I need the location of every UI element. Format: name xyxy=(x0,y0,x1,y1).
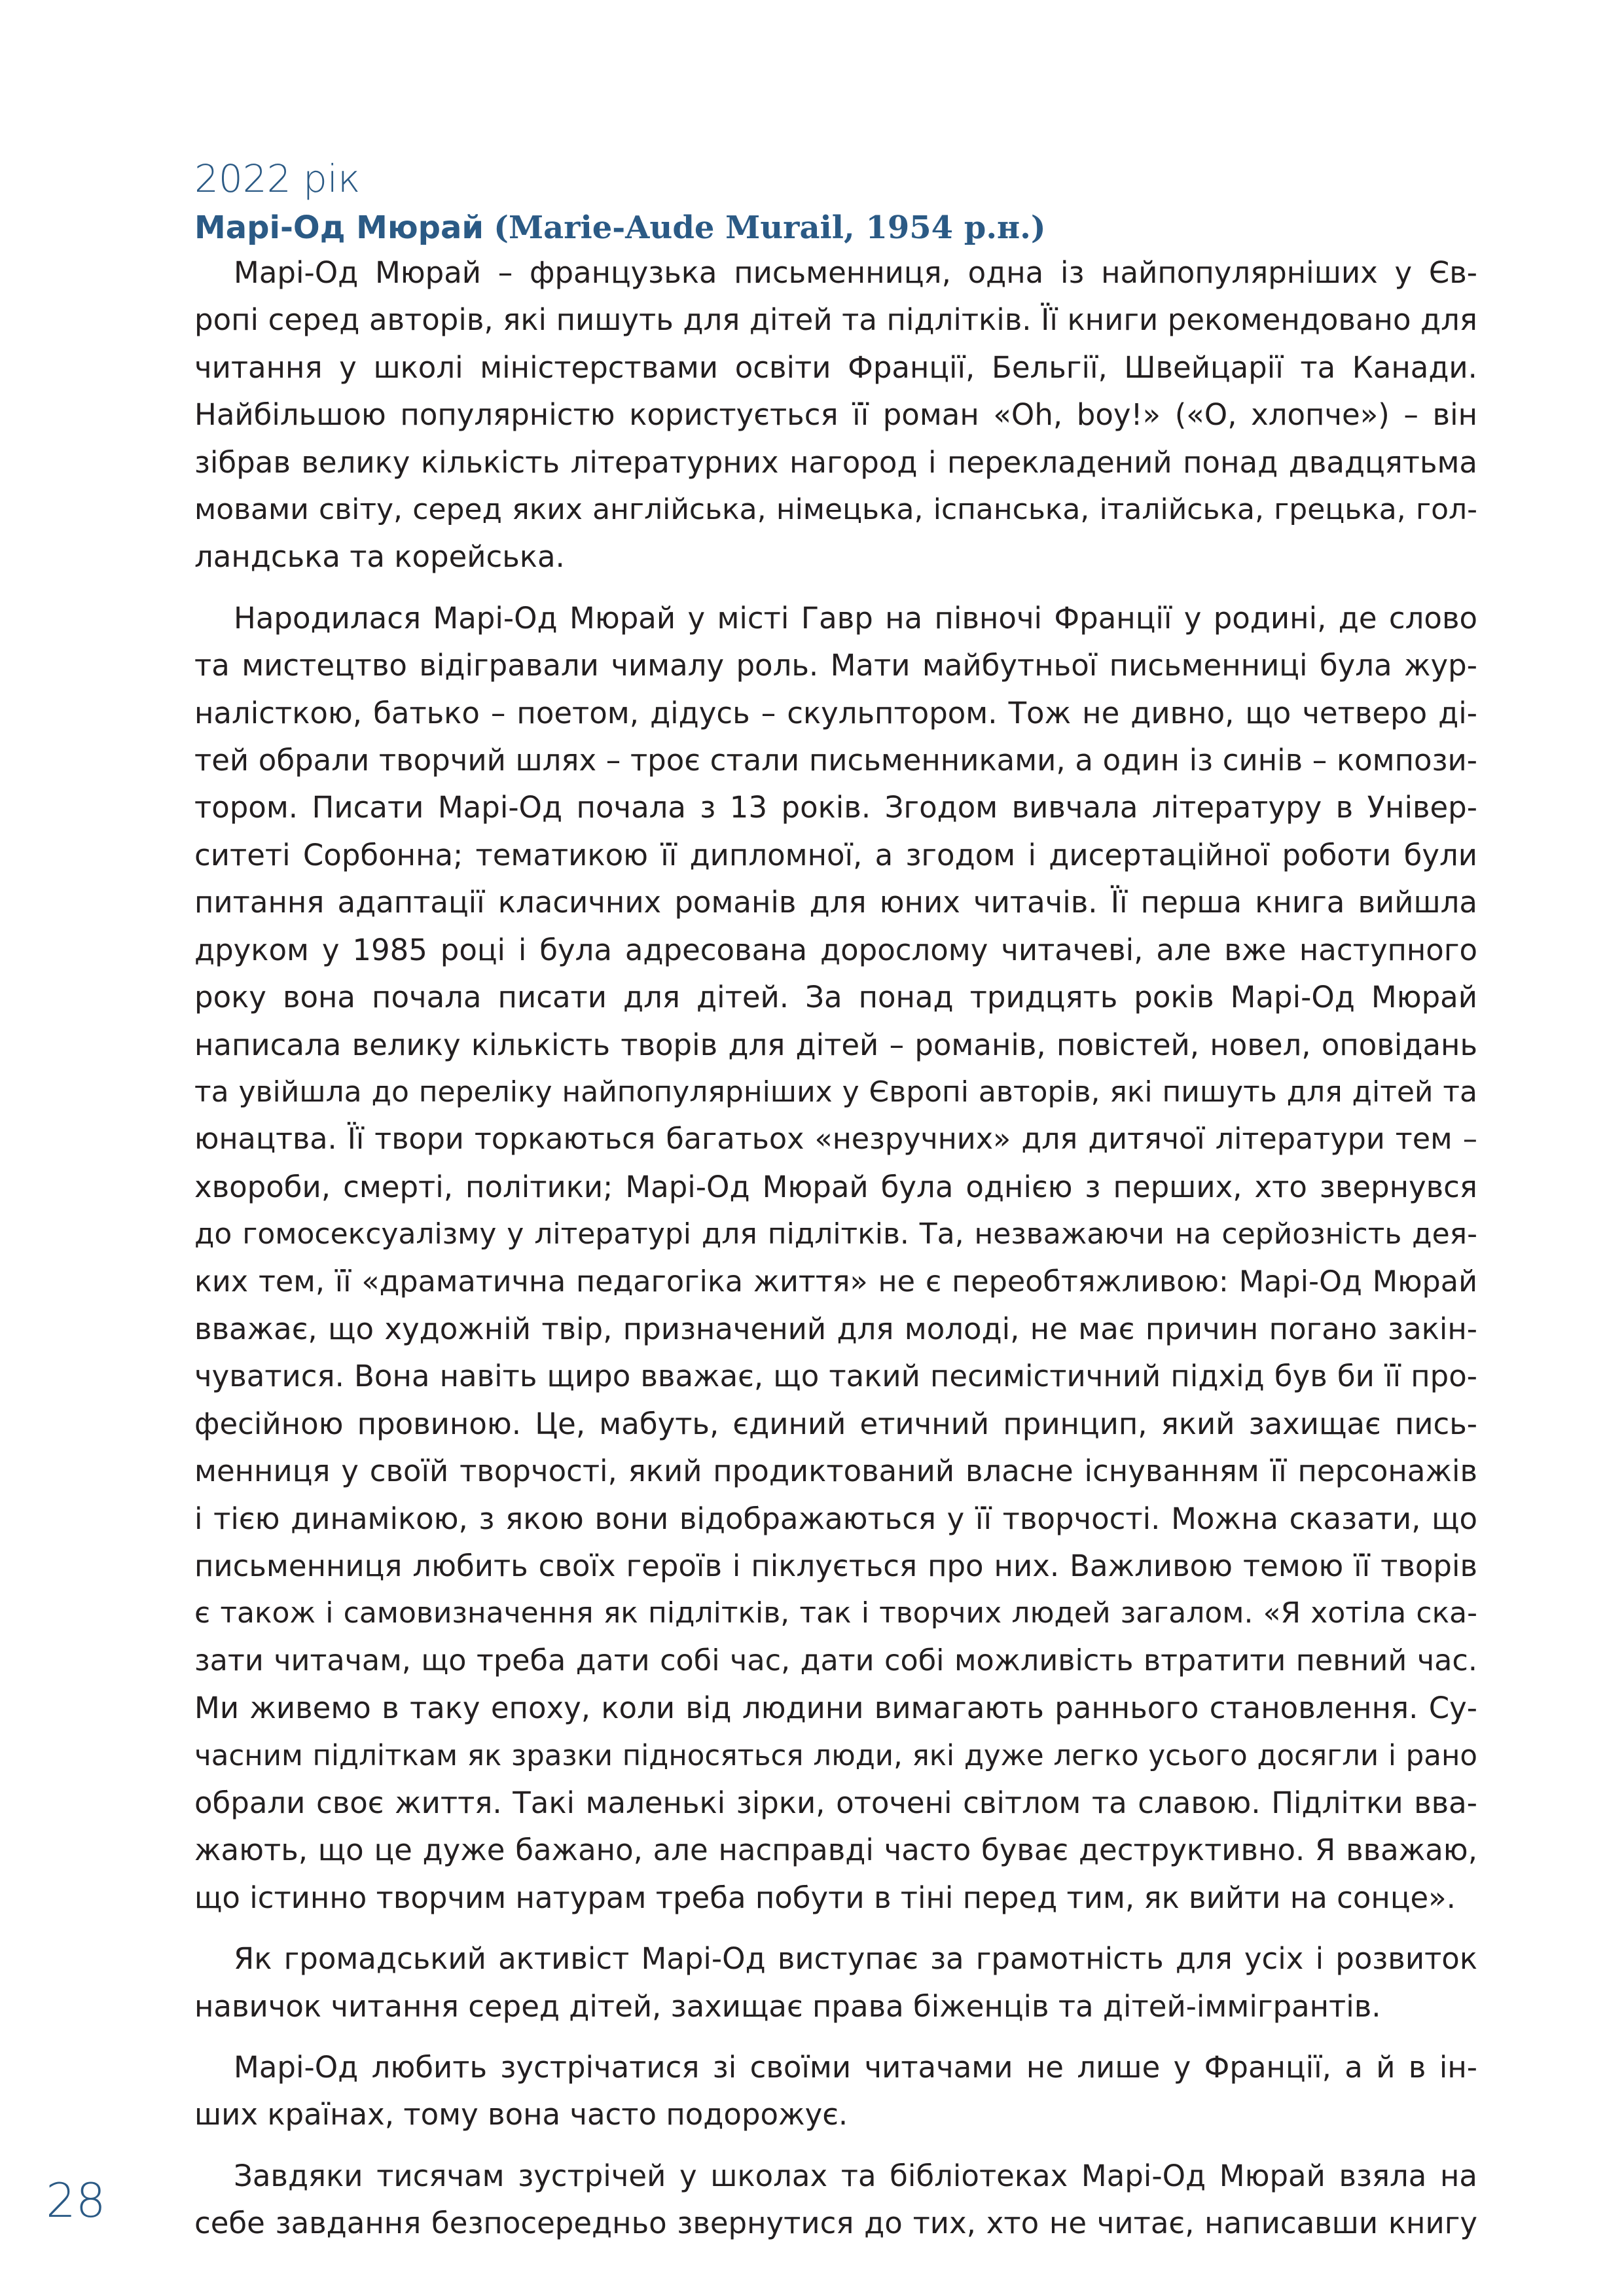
paragraph-line: тей обрали творчий шлях – троє стали письменниками, а один із синів – компози- xyxy=(194,743,1477,778)
paragraph-line: зібрав велику кількість літературних нагород і перекладений понад двадцятьма xyxy=(194,444,1477,480)
paragraph-line: є також і самовизначення як підлітків, так і творчих людей загалом. «Я хотіла ска- xyxy=(194,1596,1477,1630)
paragraph-line: себе завдання безпосередньо звернутися до тих, хто не читає, написавши книгу xyxy=(194,2206,1477,2241)
paragraph-line: питання адаптації класичних романів для юних читачів. Її перша книга вийшла xyxy=(194,885,1477,920)
page-number: 28 xyxy=(46,2173,106,2228)
paragraph-line: навичок читання серед дітей, захищає права біженців та дітей-іммігрантів. xyxy=(194,1988,1381,2024)
paragraph-line: та мистецтво відігравали чималу роль. Мати майбутньої письменниці була жур- xyxy=(194,648,1477,683)
paragraph-line: Як громадський активіст Марі-Од виступає за грамотність для усіх і розвиток xyxy=(234,1941,1477,1977)
paragraph-line: фесійною провиною. Це, мабуть, єдиний етичний принцип, який захищає пись- xyxy=(194,1406,1477,1441)
article-body xyxy=(194,249,1477,2248)
paragraph-line: письменниця любить своїх героїв і піклується про них. Важливою темою її творів xyxy=(194,1548,1477,1583)
paragraph-line: чуватися. Вона навіть щиро вважає, що такий песимістичний підхід був би її про- xyxy=(194,1359,1477,1394)
paragraph xyxy=(194,2153,1477,2248)
author-original-name: (Marie-Aude Murail, 1954 р.н.) xyxy=(494,209,1046,246)
paragraph-line: юнацтва. Її твори торкаються багатьох «незручних» для дитячої літератури тем – xyxy=(194,1122,1477,1157)
paragraph-line: ландська та корейська. xyxy=(194,539,565,575)
paragraph-line: тором. Писати Марі-Од почала з 13 років. Згодом вивчала літературу в Універ- xyxy=(194,790,1477,825)
paragraph-line: Найбільшою популярністю користується її роман «Oh, boy!» («О, хлопче») – він xyxy=(194,397,1477,433)
paragraph-line: обрали своє життя. Такі маленькі зірки, оточені світлом та славою. Підлітки вва- xyxy=(194,1785,1477,1820)
paragraph-line: читання у школі міністерствами освіти Франції, Бельгії, Швейцарії та Канади. xyxy=(194,350,1477,385)
paragraph-line: до гомосексуалізму у літературі для підлітків. Та, незважаючи на серйозність дея- xyxy=(194,1217,1477,1251)
paragraph-line: Марі-Од Мюрай – французька письменниця, одна із найпопулярніших у Єв- xyxy=(234,255,1477,290)
paragraph-line: і тією динамікою, з якою вони відображаються у її творчості. Можна сказати, що xyxy=(194,1501,1477,1536)
paragraph-line: ропі серед авторів, які пишуть для дітей та підлітків. Її книги рекомендовано для xyxy=(194,302,1477,338)
section-year-heading: 2022 рік xyxy=(194,156,361,201)
paragraph-line: Ми живемо в таку епоху, коли від людини вимагають раннього становлення. Су- xyxy=(194,1691,1477,1726)
paragraph-line: Завдяки тисячам зустрічей у школах та бібліотеках Марі-Од Мюрай взяла на xyxy=(234,2158,1477,2193)
author-name: Марі-Од Мюрай xyxy=(194,209,484,246)
paragraph-line: вважає, що художній твір, призначений для молоді, не має причин погано закін- xyxy=(194,1311,1477,1346)
paragraph-line: ситеті Сорбонна; тематикою її дипломної, а згодом і дисертаційної роботи були xyxy=(194,837,1477,872)
paragraph-line: налісткою, батько – поетом, дідусь – скульптором. Тож не дивно, що четверо ді- xyxy=(194,695,1477,730)
paragraph-line: мовами світу, серед яких англійська, німецька, іспанська, італійська, грецька, гол- xyxy=(194,493,1477,527)
paragraph-line: менниця у своїй творчості, який продиктований власне існуванням її персонажів xyxy=(194,1454,1477,1489)
paragraph-line: Народилася Марі-Од Мюрай у місті Гавр на півночі Франції у родині, де слово xyxy=(234,600,1477,636)
paragraph-line: ших країнах, тому вона часто подорожує. xyxy=(194,2097,848,2132)
paragraph xyxy=(194,2044,1477,2139)
paragraph-line: написала велику кількість творів для дітей – романів, повістей, новел, оповідань xyxy=(194,1027,1477,1062)
paragraph xyxy=(194,595,1477,1922)
author-heading xyxy=(194,208,1046,247)
paragraph-line: що істинно творчим натурам треба побути в тіні перед тим, як вийти на сонце». xyxy=(194,1880,1456,1915)
paragraph-line: зати читачам, що треба дати собі час, дати собі можливість втратити певний час. xyxy=(194,1643,1477,1677)
paragraph-line: Марі-Од любить зустрічатися зі своїми читачами не лише у Франції, а й в ін- xyxy=(234,2050,1477,2085)
paragraph-line: жають, що це дуже бажано, але насправді часто буває деструктивно. Я вважаю, xyxy=(194,1833,1477,1868)
paragraph xyxy=(194,249,1477,581)
paragraph-line: друком у 1985 році і була адресована дорослому читачеві, але вже наступного xyxy=(194,932,1477,967)
paragraph-line: ких тем, її «драматична педагогіка життя» не є переобтяжливою: Марі-Од Мюрай xyxy=(194,1265,1477,1299)
paragraph-line: часним підліткам як зразки підносяться люди, які дуже легко усього досягли і рано xyxy=(194,1739,1477,1772)
paragraph-line: року вона почала писати для дітей. За понад тридцять років Марі-Од Мюрай xyxy=(194,980,1477,1015)
paragraph-line: хвороби, смерті, політики; Марі-Од Мюрай була однією з перших, хто звернувся xyxy=(194,1169,1477,1204)
paragraph xyxy=(194,1935,1477,2030)
paragraph-line: та увійшла до переліку найпопулярніших у Європі авторів, які пишуть для дітей та xyxy=(194,1075,1477,1109)
